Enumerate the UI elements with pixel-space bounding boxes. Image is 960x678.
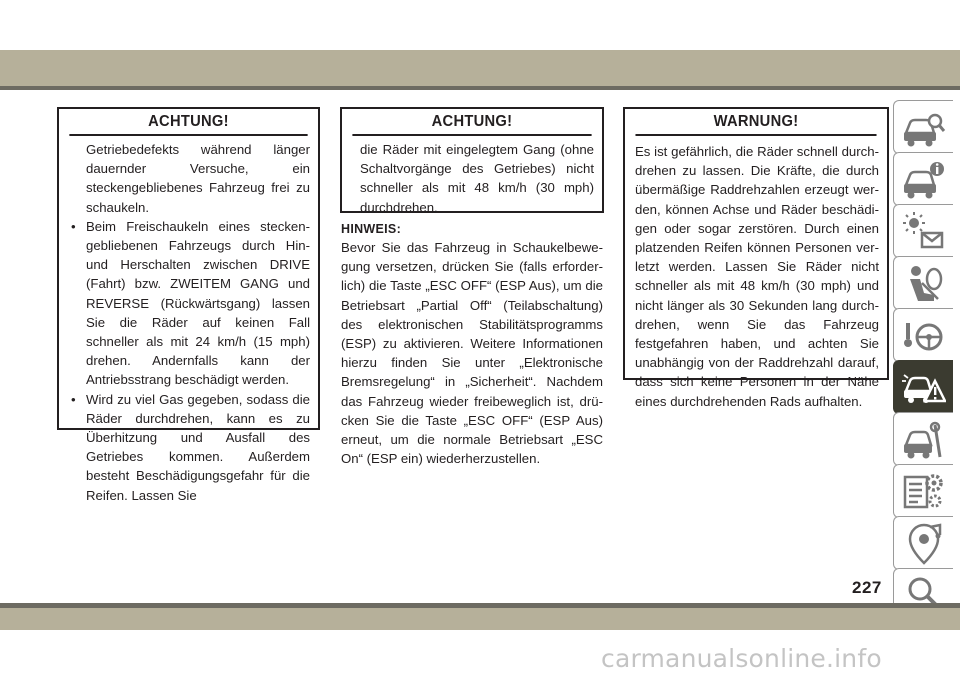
bullet-text: Wird zu viel Gas gegeben, sodass die Räder durchdrehen, kann es zu Überhitzung und Ausfall des Getriebes kommen. Außerdem besteht Beschädigungsgefahr für die Reifen. Lassen Sie [86, 391, 310, 503]
tab-car-hazard[interactable] [893, 360, 953, 414]
watermark-text: carmanualsonline.info [601, 644, 882, 673]
warning-text: Es ist gefährlich, die Räder schnell durchdrehen zu lassen. Die Kräfte, die durch übermäßige Raddrehzahlen erzeugt werden, können Achse und Räder beschädigen oder sogar zerstören. Durch einen platzenden Reifen können Personen verletzt werden. Lassen Sie Räder nicht schneller als mit 48 km/h (30 mph) und nicht länger als 30 Sekunden lang durchdrehen, wenn Sie das Fahrzeug festgefahren haben, und achten Sie unabhängig von der Raddrehzahl darauf, dass sich keine Personen in der Nähe eines durchdrehenden Rads aufhalten. [635, 144, 879, 409]
caution-box-1 [57, 107, 320, 503]
tab-steering-key[interactable] [893, 308, 953, 362]
note-label: HINWEIS: [341, 222, 402, 236]
car-search-icon [902, 107, 946, 149]
tab-airbag-seat[interactable] [893, 256, 953, 310]
footer-band [0, 608, 960, 630]
tab-car-info[interactable] [893, 152, 953, 206]
header-band [0, 50, 960, 86]
tab-car-search[interactable] [893, 100, 953, 154]
note-text: Bevor Sie das Fahrzeug in Schaukelbewegung versetzen, drücken Sie (falls erforderlich) die Taste „ESC OFF“ (ESP Aus), um die Betriebsart „Partial Off“ (Teilabschaltung) des elektronischen Stabilitätsprogramms (ESP) zu aktivieren. Weitere Informationen hierzu finden Sie unter „Elektronische Bremsregelung“ in „Sicherheit“. Nachdem das Fahrzeug wieder freibeweglich ist, drücken Sie die Taste „ESC OFF“ (ESP Aus) erneut, um die normale Betriebsart „ESC On“ (ESP ein) wiederherzustellen. [341, 240, 603, 467]
header-rule [0, 86, 960, 90]
page-number: 227 [852, 578, 882, 597]
car-info-icon [902, 159, 946, 201]
airbag-seat-icon [902, 263, 946, 305]
caution-title-2: ACHTUNG! [352, 109, 591, 136]
bullet-dot: • [71, 391, 76, 407]
tab-car-service[interactable] [893, 412, 953, 466]
multimedia-icon [902, 523, 946, 565]
warning-lights-icon [902, 211, 946, 253]
caution-title-1: ACHTUNG! [69, 109, 307, 136]
bullet-dot: • [71, 218, 76, 234]
car-service-icon [902, 419, 946, 461]
tab-multimedia[interactable] [893, 516, 953, 570]
car-hazard-icon [902, 367, 946, 409]
caution-bullet-2 [71, 390, 310, 505]
bullet-text: Beim Freischaukeln eines steckengebliebenen Fahrzeugs durch Hin- und Herschalten zwischen DRIVE (Fahrt) bzw. ZWEITEM GANG und REVERSE (Rückwärtsgang) lassen Sie die Räder auf keinen Fall schneller als mit 24 km/h (15 mph) drehen. Andernfalls kann der Antriebsstrang beschädigt werden. [86, 218, 310, 388]
steering-key-icon [902, 315, 946, 357]
caution-text-2: die Räder mit eingelegtem Gang (ohne Schaltvorgänge des Getriebes) nicht schneller als mit 48 km/h (30 mph) durchdrehen. [360, 142, 594, 215]
note-section [341, 220, 603, 468]
caution-bullet-1 [71, 217, 310, 390]
caution-continuation-text: Getriebedefekts während länger dauernder Versuche, ein steckengebliebenes Fahrzeug frei zu schaukeln. [86, 142, 310, 215]
tab-specifications[interactable] [893, 464, 953, 518]
warning-title: WARNUNG! [635, 109, 876, 136]
tab-search[interactable] [893, 568, 953, 604]
warning-box [623, 107, 889, 409]
caution-box-2 [340, 107, 604, 213]
spec-list-gear-icon [902, 471, 946, 513]
tab-warning-lights[interactable] [893, 204, 953, 258]
